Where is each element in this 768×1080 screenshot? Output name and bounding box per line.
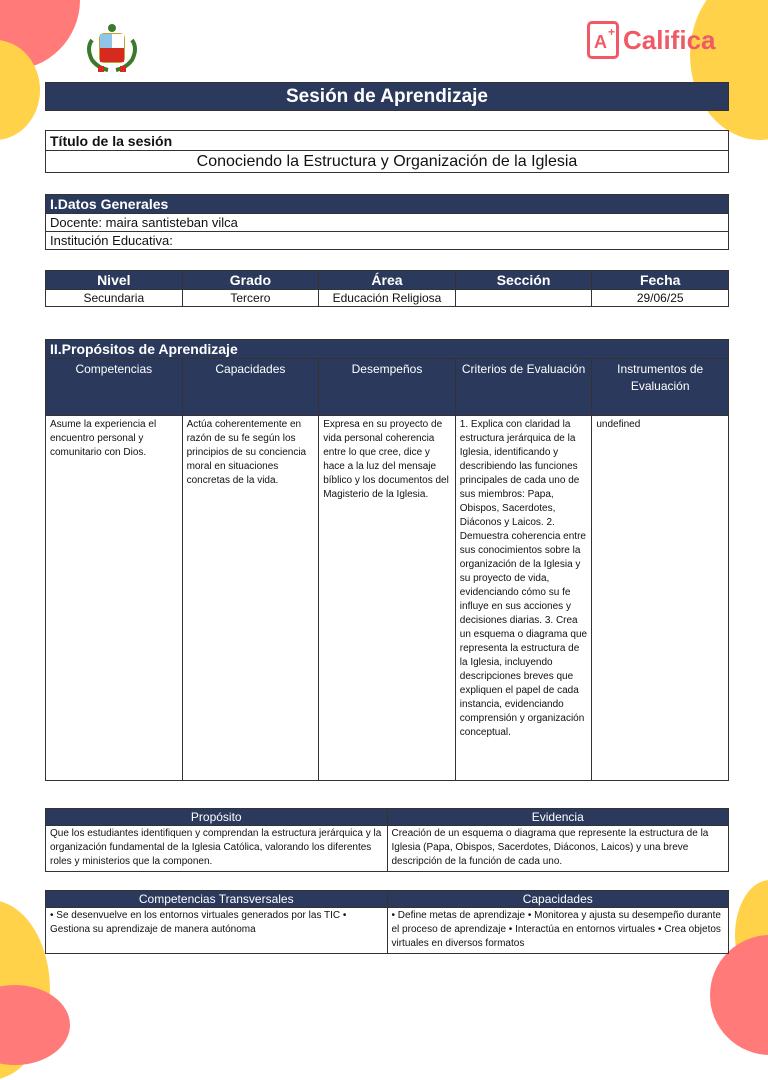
logo-plus: +: [608, 25, 616, 39]
datos-generales-heading: I.Datos Generales: [46, 195, 729, 214]
session-title-value: Conociendo la Estructura y Organización de la Iglesia: [46, 151, 729, 173]
evidencia-cell: Creación de un esquema o diagrama que represente la estructura de la Iglesia (Papa, Obispos, Sacerdotes, Diáconos, Laicos) y una breve descripción de la función de cada uno.: [387, 826, 729, 872]
propositos-heading: II.Propósitos de Aprendizaje: [46, 340, 729, 359]
value-fecha: 29/06/25: [592, 290, 729, 307]
header-seccion: Sección: [455, 271, 592, 290]
institucion-field: Institución Educativa:: [46, 232, 729, 250]
datos-generales-box: [45, 194, 729, 250]
session-title-box: [45, 130, 729, 173]
header-instrumentos: Instrumentos de Evaluación: [592, 359, 729, 416]
logo-letter: A: [594, 32, 607, 52]
value-nivel: Secundaria: [46, 290, 183, 307]
brand-name: Califica: [623, 24, 716, 55]
value-area: Educación Religiosa: [319, 290, 456, 307]
peru-coat-of-arms-icon: [84, 18, 140, 74]
decor-coral-bottom-left: [0, 985, 70, 1065]
instrumentos-cell: undefined: [592, 416, 729, 781]
meta-table: [45, 270, 729, 307]
header-grado: Grado: [182, 271, 319, 290]
header-area: Área: [319, 271, 456, 290]
transversales-table: [45, 890, 729, 954]
header-fecha: Fecha: [592, 271, 729, 290]
page-title: [45, 82, 729, 111]
value-seccion: [455, 290, 592, 307]
competencias-transversales-cell: • Se desenvuelve en los entornos virtuales generados por las TIC • Gestiona su aprendizaje de manera autónoma: [46, 908, 388, 954]
session-title-label: Título de la sesión: [46, 131, 729, 151]
brand-logo: [587, 18, 716, 62]
header-competencias-transversales: Competencias Transversales: [46, 891, 388, 908]
proposito-cell: Que los estudiantes identifiquen y comprendan la estructura jerárquica y la organización fundamental de la Iglesia Católica, valorando los diferentes roles y ministerios que la componen.: [46, 826, 388, 872]
califica-logo-icon: [587, 21, 619, 59]
desempeno-cell: Expresa en su proyecto de vida personal coherencia entre lo que cree, dice y hace a la luz del mensaje bíblico y los documentos del Magisterio de la Iglesia.: [319, 416, 456, 781]
docente-field: Docente: maira santisteban vilca: [46, 214, 729, 232]
capacidades-transversales-cell: • Define metas de aprendizaje • Monitorea y ajusta su desempeño durante el proceso de aprendizaje • Interactúa en entornos virtuales • Crea objetos virtuales en diversos formatos: [387, 908, 729, 954]
propositos-table: [45, 339, 729, 781]
page-title-text: Sesión de Aprendizaje: [285, 86, 488, 107]
value-grado: Tercero: [182, 290, 319, 307]
header-nivel: Nivel: [46, 271, 183, 290]
header-capacidades: Capacidades: [182, 359, 319, 416]
header-proposito: Propósito: [46, 809, 388, 826]
capacidad-cell: Actúa coherentemente en razón de su fe según los principios de su conciencia moral en situaciones concretas de la vida.: [182, 416, 319, 781]
header-criterios: Criterios de Evaluación: [455, 359, 592, 416]
competencia-cell: Asume la experiencia el encuentro personal y comunitario con Dios.: [46, 416, 183, 781]
header-capacidades-transversales: Capacidades: [387, 891, 729, 908]
header-desempenos: Desempeños: [319, 359, 456, 416]
criterios-cell: 1. Explica con claridad la estructura jerárquica de la Iglesia, identificando y describiendo las funciones principales de cada uno de sus miembros: Papa, Obispos, Sacerdotes, Diáconos y Laicos. 2. Demuestra coherencia entre sus conocimientos sobre la organización de la Iglesia y su proyecto de vida, evidenciando cómo su fe influye en sus acciones y decisiones diarias. 3. Crea un esquema o diagrama que representa la estructura de la Iglesia, incluyendo descripciones breves que expliquen el papel de cada instancia, evidenciando comprensión y organización conceptual.: [455, 416, 592, 781]
header-evidencia: Evidencia: [387, 809, 729, 826]
proposito-evidencia-table: [45, 808, 729, 872]
header-competencias: Competencias: [46, 359, 183, 416]
